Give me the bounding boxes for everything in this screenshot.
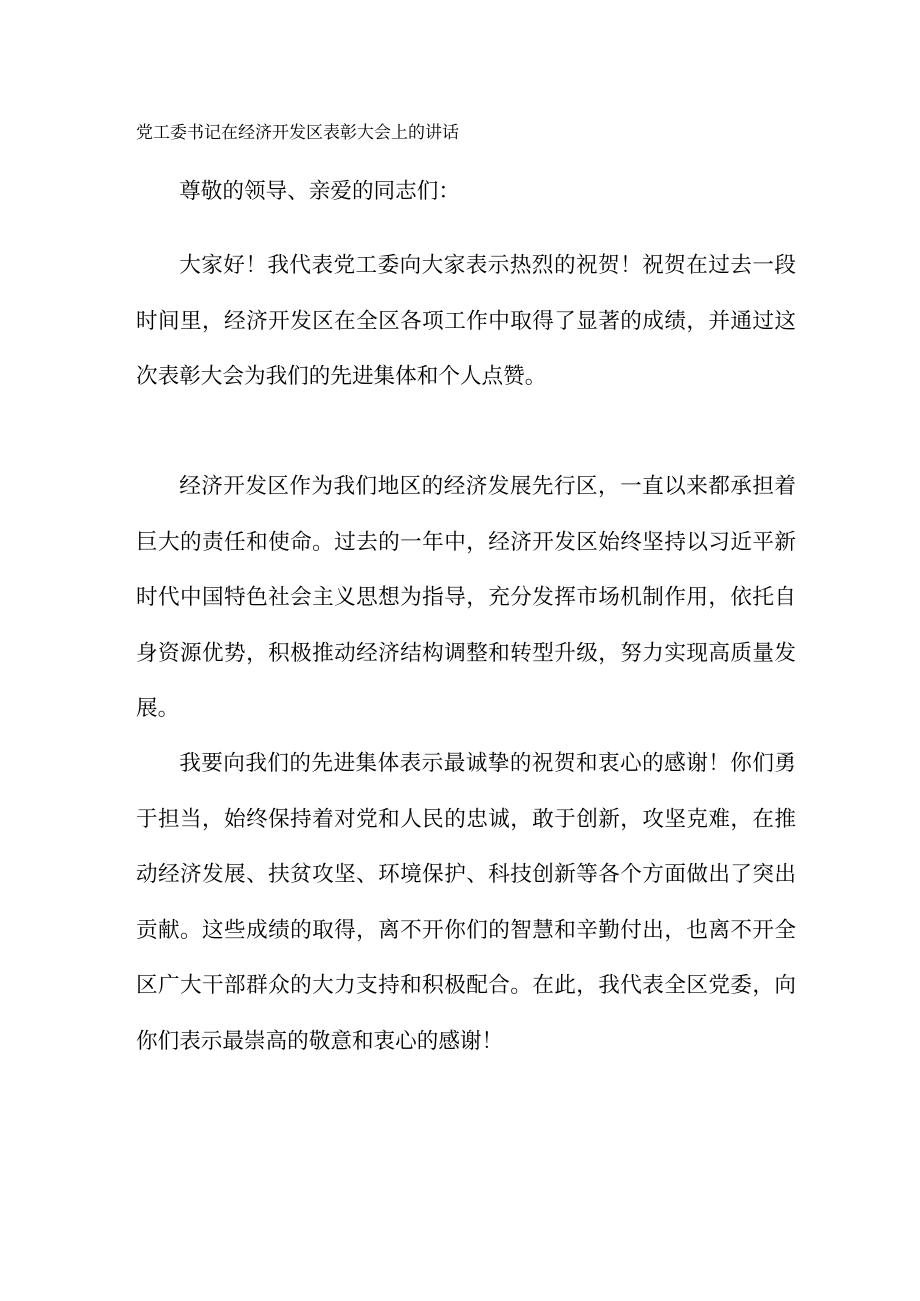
document-title: 党工委书记在经济开发区表彰大会上的讲话 (136, 123, 459, 143)
greeting-paragraph: 尊敬的领导、亲爱的同志们： (179, 179, 460, 204)
body-paragraph-1: 大家好！我代表党工委向大家表示热烈的祝贺！祝贺在过去一段时间里，经济开发区在全区各项工作中取得了显著的成绩，并通过这次表彰大会为我们的先进集体和个人点赞。 (136, 253, 796, 389)
body-paragraph-2: 经济开发区作为我们地区的经济发展先行区，一直以来都承担着巨大的责任和使命。过去的一年中，经济开发区始终坚持以习近平新时代中国特色社会主义思想为指导，充分发挥市场机制作用，依托自身资源优势，积极推动经济结构调整和转型升级，努力实现高质量发展。 (136, 474, 796, 721)
body-paragraph-3: 我要向我们的先进集体表示最诚挚的祝贺和衷心的感谢！你们勇于担当，始终保持着对党和人民的忠诚，敢于创新，攻坚克难，在推动经济发展、扶贫攻坚、环境保护、科技创新等各个方面做出了突出贡献。这些成绩的取得，离不开你们的智慧和辛勤付出，也离不开全区广大干部群众的大力支持和积极配合。在此，我代表全区党委，向你们表示最崇高的敬意和衷心的感谢！ (136, 751, 796, 1054)
